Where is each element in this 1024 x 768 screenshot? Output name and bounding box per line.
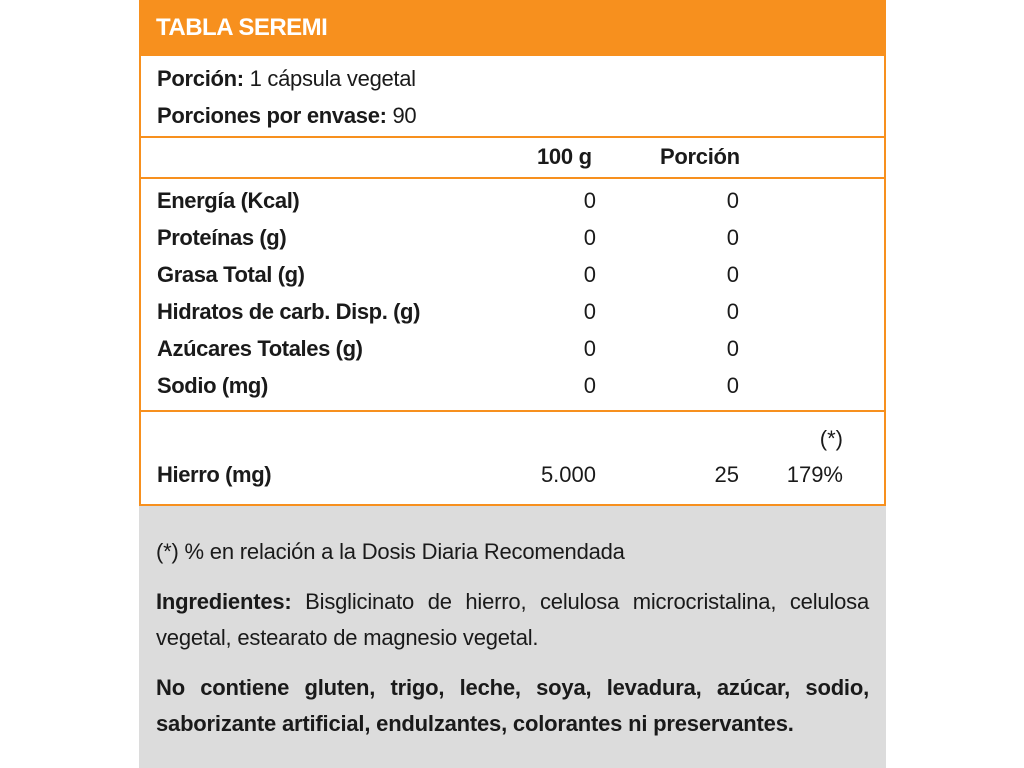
nutrient-portion: 0	[726, 336, 739, 361]
nutrient-per100: 0	[583, 262, 596, 287]
nutrient-per100: 0	[583, 373, 596, 398]
nutrient-per100: 0	[583, 225, 596, 250]
portion-label: Porción:	[157, 66, 244, 91]
nutrient-per100: 0	[583, 188, 596, 213]
nutrition-table	[139, 56, 886, 506]
ingredients-text: Bisglicinato de hierro, celulosa microcristalina, celulosa vegetal, estearato de magnesio vegetal.	[156, 589, 869, 650]
label-header	[139, 0, 886, 56]
daily-value-note: (*) % en relación a la Dosis Diaria Recomendada	[156, 539, 625, 564]
nutrient-name: Sodio (mg)	[157, 373, 268, 398]
nutrient-per100: 0	[583, 299, 596, 324]
nutrient-name: Azúcares Totales (g)	[157, 336, 363, 361]
label-footer	[139, 506, 886, 768]
portion-value: 1 cápsula vegetal	[243, 66, 416, 91]
iron-daily-value: 179%	[786, 462, 843, 487]
divider	[141, 136, 884, 138]
column-header-100g: 100 g	[537, 144, 592, 169]
nutrition-label	[139, 0, 886, 768]
servings-value: 90	[386, 103, 417, 128]
label-title: TABLA SEREMI	[156, 14, 328, 41]
servings-label: Porciones por envase:	[157, 103, 387, 128]
nutrient-name: Hidratos de carb. Disp. (g)	[157, 299, 421, 324]
iron-portion: 25	[714, 462, 739, 487]
iron-name: Hierro (mg)	[157, 462, 272, 487]
iron-per100: 5.000	[540, 462, 596, 487]
portion-line	[157, 66, 416, 92]
ingredients	[156, 584, 869, 656]
nutrient-portion: 0	[726, 373, 739, 398]
nutrient-name: Grasa Total (g)	[157, 262, 305, 287]
nutrient-portion: 0	[726, 299, 739, 324]
servings-line	[157, 103, 416, 129]
nutrient-per100: 0	[583, 336, 596, 361]
nutrient-name: Proteínas (g)	[157, 225, 287, 250]
allergen-disclaimer: No contiene gluten, trigo, leche, soya, levadura, azúcar, sodio, saborizante artificial, endulzantes, colorantes ni preservantes.	[156, 675, 869, 736]
daily-value-marker: (*)	[819, 426, 843, 451]
nutrient-portion: 0	[726, 225, 739, 250]
divider	[141, 177, 884, 179]
nutrient-name: Energía (Kcal)	[157, 188, 300, 213]
ingredients-label: Ingredientes:	[156, 589, 292, 614]
column-header-portion: Porción	[660, 144, 740, 169]
nutrient-portion: 0	[726, 262, 739, 287]
divider	[141, 410, 884, 412]
nutrient-portion: 0	[726, 188, 739, 213]
